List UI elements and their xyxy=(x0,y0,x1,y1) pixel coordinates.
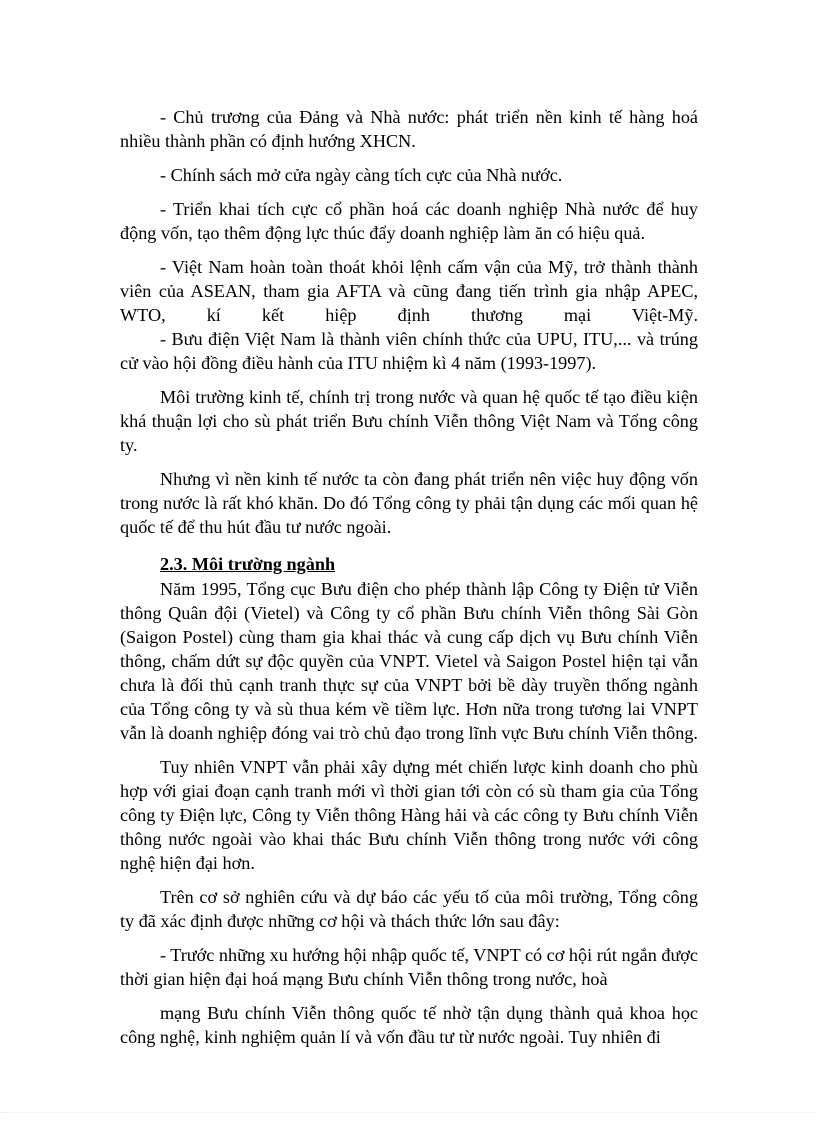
paragraph-competitors: Năm 1995, Tổng cục Bưu điện cho phép thành lập Công ty Điện tử Viễn thông Quân đội (Vietel) và Công ty cổ phần Bưu chính Viễn thông Sài Gòn (Saigon Postel) cùng tham gia khai thác và cung cấp dịch vụ Bưu chính Viễn thông, chấm dứt sự độc quyền của VNPT. Vietel và Saigon Postel hiện tại vẫn chưa là đối thủ cạnh tranh thực sự của VNPT bởi bề dày truyền thống ngành của Tổng công ty và sù thua kém về tiềm lực. Hơn nữa trong tương lai VNPT vẫn là doanh nghiệp đóng vai trò chủ đạo trong lĩnh vực Bưu chính Viễn thông. xyxy=(120,579,698,743)
paragraph-technology: mạng Bưu chính Viễn thông quốc tế nhờ tận dụng thành quả khoa học công nghệ, kinh nghiệm quản lí và vốn đầu tư từ nước ngoài. Tuy nhiên đi xyxy=(120,1003,698,1047)
page-content xyxy=(120,105,698,1049)
paragraph-policy: - Chủ trương của Đảng và Nhà nước: phát triển nền kinh tế hàng hoá nhiều thành phần có định hướng XHCN. xyxy=(120,107,698,151)
paragraph-embargo: - Việt Nam hoàn toàn thoát khỏi lệnh cấm vận của Mỹ, trở thành thành viên của ASEAN, tham gia AFTA và cũng đang tiến trình gia nhập APEC, WTO, kí kết hiệp định thương mại Việt-Mỹ. xyxy=(120,257,698,325)
section-heading: 2.3. Môi trường ngành xyxy=(160,554,336,574)
paragraph-research: Trên cơ sở nghiên cứu và dự báo các yếu tố của môi trường, Tổng công ty đã xác định được những cơ hội và thách thức lớn sau đây: xyxy=(120,887,698,931)
paragraph-upu-itu: - Bưu điện Việt Nam là thành viên chính thức của UPU, ITU,... và trúng cử vào hội đồng điều hành của ITU nhiệm kì 4 năm (1993-1997). xyxy=(120,329,698,373)
paragraph-environment: Môi trường kinh tế, chính trị trong nước và quan hệ quốc tế tạo điều kiện khá thuận lợi cho sù phát triển Bưu chính Viễn thông Việt Nam và Tổng công ty. xyxy=(120,387,698,455)
paragraph-capital: Nhưng vì nền kinh tế nước ta còn đang phát triển nên việc huy động vốn trong nước là rất khó khăn. Do đó Tổng công ty phải tận dụng các mối quan hệ quốc tế để thu hút đầu tư nước ngoài. xyxy=(120,469,698,537)
paragraph-strategy: Tuy nhiên VNPT vẫn phải xây dựng mét chiến lược kinh doanh cho phù hợp với giai đoạn cạnh tranh mới vì thời gian tới còn có sù tham gia của Tổng công ty Điện lực, Công ty Viễn thông Hàng hải và các công ty Bưu chính Viễn thông nước ngoài vào khai thác Bưu chính Viễn thông trong nước với công nghệ hiện đại hơn. xyxy=(120,757,698,873)
paragraph-integration: - Trước những xu hướng hội nhập quốc tế, VNPT có cơ hội rút ngắn được thời gian hiện đại hoá mạng Bưu chính Viễn thông trong nước, hoà xyxy=(120,945,698,989)
paragraph-open-door: - Chính sách mở cửa ngày càng tích cực của Nhà nước. xyxy=(160,165,563,185)
paragraph-equitization: - Triển khai tích cực cổ phần hoá các doanh nghiệp Nhà nước để huy động vốn, tạo thêm động lực thúc đẩy doanh nghiệp làm ăn có hiệu quả. xyxy=(120,199,698,243)
page-bottom-divider xyxy=(0,1112,816,1113)
